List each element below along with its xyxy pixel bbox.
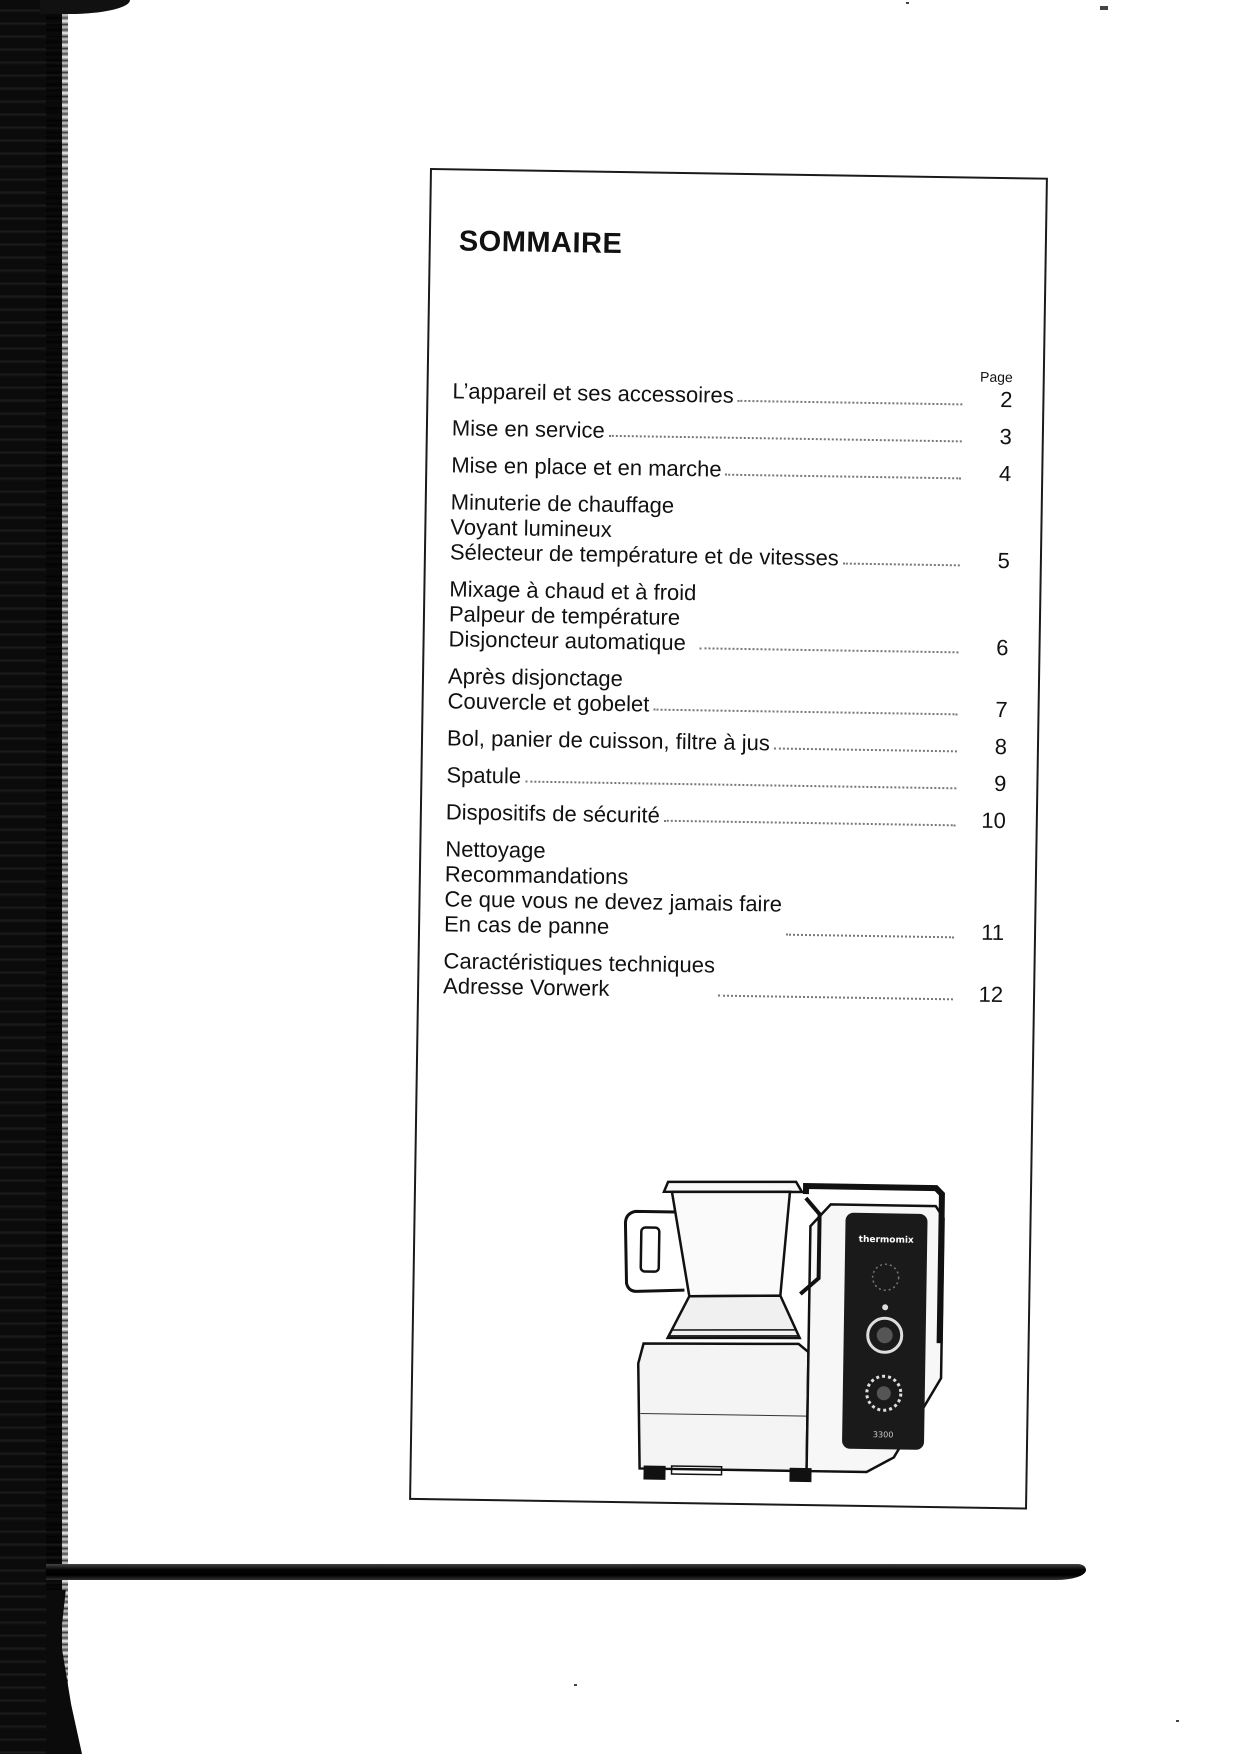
dot-leader xyxy=(786,934,954,939)
toc-entry xyxy=(443,948,1004,1007)
brand-label: thermomix xyxy=(858,1234,914,1246)
dot-leader xyxy=(700,647,959,653)
toc-entry xyxy=(451,452,1011,486)
toc-page-number: 3 xyxy=(999,423,1013,450)
page-title: SOMMAIRE xyxy=(458,225,623,261)
toc-entry-line: Après disjonctage xyxy=(447,663,624,692)
toc-page-number: 6 xyxy=(996,634,1009,661)
page-column-label: Page xyxy=(979,368,1013,386)
toc-entry xyxy=(452,415,1012,449)
toc-entry-line: L’appareil et ses accessoires xyxy=(452,378,734,408)
toc-entry xyxy=(447,725,1007,759)
scan-speck xyxy=(906,2,909,4)
toc-entry-line: Mise en service xyxy=(451,415,605,443)
toc-entry-title xyxy=(452,378,734,407)
toc-entry-line: Sélecteur de température et de vitesses xyxy=(449,539,840,571)
toc-entry-line: En cas de panne xyxy=(443,911,610,939)
model-label: 3300 xyxy=(872,1430,894,1440)
toc-entry xyxy=(444,836,1006,945)
toc-entry xyxy=(452,378,1012,412)
toc-page-number: 12 xyxy=(978,981,1004,1008)
dot-leader xyxy=(653,709,957,716)
toc-page-number: 7 xyxy=(995,696,1008,723)
toc-entry-title xyxy=(451,452,722,481)
toc-entry-line: Bol, panier de cuisson, filtre à jus xyxy=(446,725,771,756)
toc-page-number: 11 xyxy=(981,919,1005,946)
dot-leader xyxy=(774,747,957,752)
scan-speck xyxy=(1176,1720,1179,1722)
contents-panel xyxy=(409,168,1048,1510)
dot-leader xyxy=(609,435,962,443)
toc-entry-title xyxy=(444,836,783,941)
toc-entry xyxy=(448,576,1009,660)
toc-entry-line: Nettoyage xyxy=(445,836,546,863)
toc-entry-title xyxy=(448,576,696,655)
toc-entry-title xyxy=(452,415,605,442)
toc-entry-line: Couvercle et gobelet xyxy=(447,688,650,717)
toc-entry xyxy=(450,489,1011,573)
toc-entry-title xyxy=(447,663,650,716)
toc-entry-line: Palpeur de température xyxy=(448,601,681,630)
scan-top-corner xyxy=(40,0,130,14)
toc-entry-title xyxy=(450,489,840,570)
toc-entry-line: Adresse Vorwerk xyxy=(442,973,610,1001)
dot-leader xyxy=(725,474,961,480)
dot-leader xyxy=(719,995,954,1001)
dot-leader xyxy=(738,400,963,406)
scan-bottom-band xyxy=(46,1564,1086,1580)
toc-entry-line: Dispositifs de sécurité xyxy=(445,799,661,828)
toc-entry-line: Voyant lumineux xyxy=(450,514,612,542)
toc-page-number: 8 xyxy=(994,733,1008,760)
thermomix-illustration xyxy=(601,1083,1007,1489)
toc-entry-title xyxy=(443,948,715,1002)
toc-entry-line: Mise en place et en marche xyxy=(451,452,722,482)
toc-entry-line: Recommandations xyxy=(444,861,629,890)
toc-page-number: 2 xyxy=(999,386,1013,413)
dot-leader xyxy=(525,781,956,790)
table-of-contents xyxy=(443,378,1013,1019)
toc-entry xyxy=(446,799,1006,833)
toc-entry-line: Caractéristiques techniques xyxy=(443,948,716,978)
toc-page-number: 9 xyxy=(993,770,1007,797)
scan-left-edge-fringe xyxy=(46,0,68,1754)
toc-entry-title xyxy=(446,799,660,827)
toc-page-number: 5 xyxy=(997,547,1011,574)
dot-leader xyxy=(664,820,956,827)
scan-speck xyxy=(1100,6,1108,10)
toc-entry-line: Minuterie de chauffage xyxy=(450,489,675,518)
toc-entry xyxy=(447,663,1008,722)
toc-entry-line: Mixage à chaud et à froid xyxy=(449,576,697,606)
toc-entry-line: Spatule xyxy=(446,762,522,789)
dot-leader xyxy=(843,563,960,567)
toc-page-number: 10 xyxy=(981,807,1007,834)
toc-entry-title xyxy=(447,725,770,755)
toc-entry xyxy=(446,762,1006,796)
toc-entry-line: Ce que vous ne devez jamais faire xyxy=(444,886,783,917)
toc-entry-line: Disjoncteur automatique xyxy=(448,626,687,656)
toc-page-number: 4 xyxy=(998,460,1012,487)
toc-entry-title xyxy=(446,762,521,788)
scan-speck xyxy=(574,1684,577,1686)
